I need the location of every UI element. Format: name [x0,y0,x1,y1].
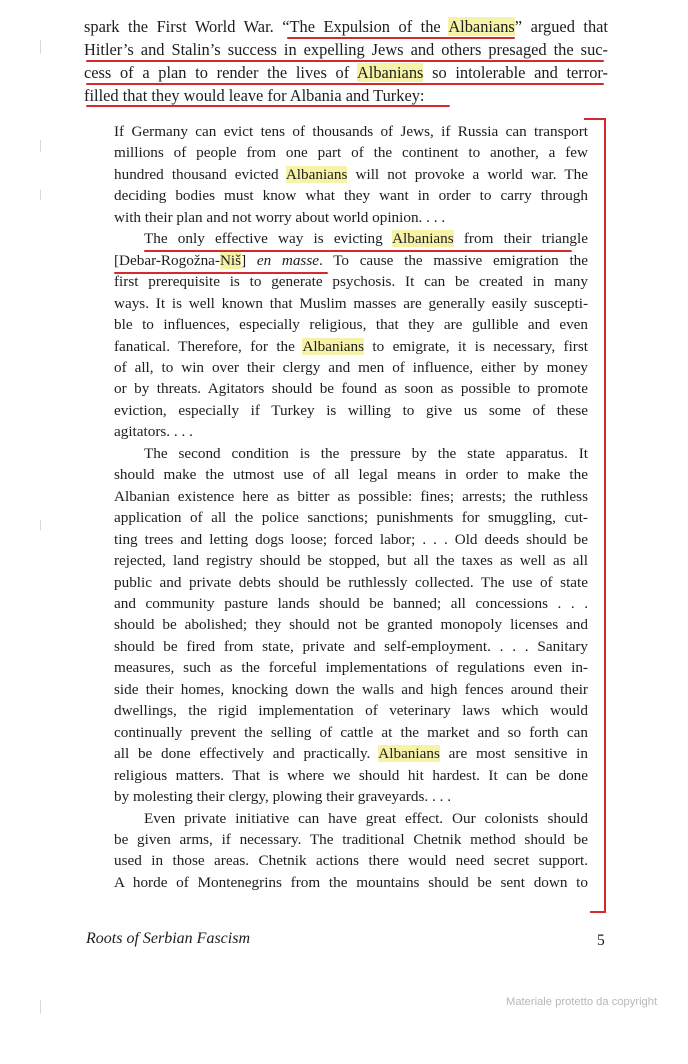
text-run: should be fired from state, private and self-employment. . . . Sanitary [114,637,588,655]
text-run: used in those areas. Chetnik actions there would need secret support. [114,852,588,870]
quote-line [114,121,588,142]
text-run: side their homes, knocking down the walls and high fences around their [114,680,588,698]
quote-line [114,593,588,614]
highlighted-term: Albanians [392,230,454,248]
quote-line [114,808,588,829]
annotation-underline [86,60,604,62]
text-run: are most sensitive in [439,745,588,763]
text-run: The second condition is the pressure by the state apparatus. It [144,444,588,462]
highlighted-term: Albanians [285,165,348,183]
text-run: rejected, land registry should be stopped, but all the taxes as well as all [114,552,588,570]
text-run: will not provoke a world war. The [347,165,588,183]
quote-line [114,786,588,807]
text-run: all be done effectively and practically. [114,745,379,763]
text-run: cess of a plan to render the lives of [84,63,357,82]
quote-line [114,850,588,871]
margin-mark [40,520,41,530]
quote-line [114,400,588,421]
quote-line [114,443,588,464]
quote-line [114,185,588,206]
text-run: spark the First World War. “ [84,17,290,36]
quote-line [114,507,588,528]
quote-line [114,357,588,378]
text-run: . To cause the massive emigration the [318,251,588,269]
text-run: agitators. . . . [114,423,193,441]
text-run: continually prevent the selling of cattle at the market and so forth can [114,723,588,741]
quote-line [114,529,588,550]
quote-line [114,765,588,786]
copyright-watermark: Materiale protetto da copyright [506,996,658,1008]
quote-line [114,743,588,764]
text-run: millions of people from one part of the continent to another, a few [114,144,588,162]
quote-line [114,486,588,507]
text-run: or by threats. Agitators should be found as soon as possible to promote [114,380,588,398]
annotation-bracket-bottom [590,911,606,913]
quote-line [114,722,588,743]
quote-line [114,293,588,314]
margin-mark [40,140,41,152]
running-title: Roots of Serbian Fascism [86,930,250,947]
quote-line [114,421,588,442]
quote-line [114,378,588,399]
quote-line [114,679,588,700]
text-run: deciding bodies must know what they want in order to carry through [114,187,588,205]
italic-phrase: en masse [256,251,319,269]
page-number: 5 [597,932,605,949]
margin-mark [40,190,41,200]
text-run: [Debar-Rogožna- [114,251,220,269]
text-run: and community pasture lands should be banned; all concessions . . . [114,594,588,612]
text-run: The Expulsion of the [289,17,449,36]
text-run: by molesting their clergy, plowing their graveyards. . . . [114,788,452,806]
quote-line [114,614,588,635]
text-run: If Germany can evict tens of thousands of Jews, if Russia can transport [114,123,588,140]
text-run: hundred thousand evicted [114,165,286,183]
annotation-underline [287,37,515,39]
text-run: ” argued that [514,17,608,36]
quote-line [114,636,588,657]
highlighted-term: Albanians [356,63,424,82]
quote-line [114,250,588,271]
quote-line [114,464,588,485]
quote-line [114,271,588,292]
text-run: religious matters. That is where we should hit hardest. It can be done [114,766,588,784]
text-run: ble to influences, especially religious, that they are gullible and even [114,316,588,334]
margin-mark [40,1000,41,1014]
quote-line [114,314,588,335]
text-run: measures, such as the forceful implementations of regulations even in- [114,659,588,677]
text-run: ways. It is well known that Muslim masses are generally easily suscepti- [114,294,588,312]
text-run: should make the utmost use of all legal means in order to make the [114,466,588,484]
text-run: be given arms, if necessary. The traditional Chetnik method should be [114,830,588,848]
text-run: first prerequisite is to generate psychosis. It can be created in many [114,273,588,291]
text-run: with their plan and not worry about world opinion. . . . [114,208,446,226]
text-run: ting trees and letting dogs loose; forced labor; . . . Old deeds should be [114,530,588,548]
text-run: should be abolished; they should not be granted monopoly licenses and [114,616,588,634]
quote-line [114,550,588,571]
text-run: fanatical. Therefore, for the [114,337,303,355]
text-run: so intolerable and terror- [423,63,608,82]
quote-line [114,872,588,893]
quote-line [114,207,588,228]
quote-line [114,228,588,249]
text-line [84,84,608,107]
block-quote [114,121,588,893]
quote-line [114,572,588,593]
highlighted-term: Niš [219,251,242,269]
quote-line [114,164,588,185]
text-run: The only effective way is evicting [144,230,393,248]
text-run: Hitler’s and Stalin’s success in expelling Jews and others presaged the suc- [84,40,608,59]
text-run: A horde of Montenegrins from the mountains should be sent down to [114,873,588,891]
text-run: dwellings, the rigid implementation of veterinary laws which would [114,702,588,720]
annotation-bracket [604,118,606,912]
text-run: eviction, especially if Turkey is willing to give us some of these [114,401,588,419]
quote-line [114,142,588,163]
text-run: Even private initiative can have great effect. Our colonists should [144,809,588,827]
quote-line [114,700,588,721]
annotation-bracket-top [584,118,606,120]
text-run: from their triangle [453,230,588,248]
text-run: Albanian existence here as bitter as possible: fines; arrests; the ruthless [114,487,588,505]
quote-line [114,829,588,850]
text-run: to emigrate, it is necessary, first [364,337,588,355]
annotation-underline [86,83,604,85]
text-line [84,38,608,61]
margin-mark [40,40,41,54]
text-line [84,61,608,84]
text-run: application of all the police sanctions; punishments for smuggling, cut- [114,509,588,527]
text-run: of all, to win over their clergy and men of influence, either by money [114,358,588,376]
text-line [84,15,608,38]
highlighted-term: Albanians [448,17,515,36]
highlighted-term: Albanians [302,337,365,355]
text-run: ] [241,251,257,269]
quote-line [114,657,588,678]
quote-line [114,336,588,357]
highlighted-term: Albanians [378,745,440,763]
text-run: filled that they would leave for Albania and Turkey: [84,86,425,105]
text-run: public and private debts should be ruthlessly collected. The use of state [114,573,588,591]
annotation-underline [86,105,450,107]
